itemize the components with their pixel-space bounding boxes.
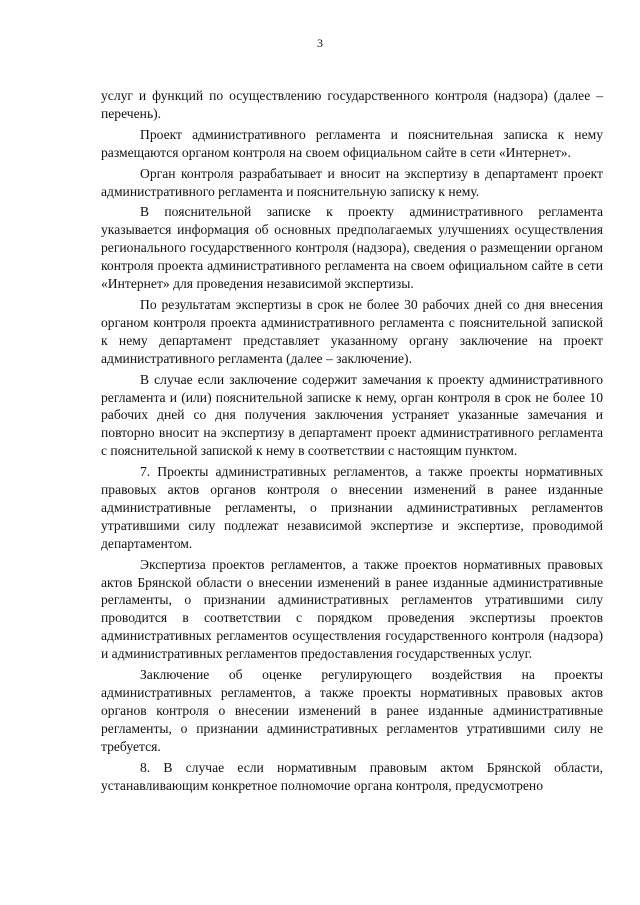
document-body <box>101 87 603 797</box>
paragraph: Экспертиза проектов регламентов, а также проектов нормативных правовых актов Брянской области о внесении изменений в ранее изданные административные регламенты, о признании административных регламентов утратившими силу проводится в соответствии с порядком проведения экспертизы проектов административных регламентов осуществления государственного контроля (надзора) и административных регламентов предоставления государственных услуг. <box>101 556 603 662</box>
paragraph-section-8: 8. В случае если нормативным правовым актом Брянской области, устанавливающим конкретное полномочие органа контроля, предусмотрено <box>101 759 603 793</box>
paragraph: По результатам экспертизы в срок не более 30 рабочих дней со дня внесения органом контроля проекта административного регламента с пояснительной запиской к нему департамент представляет указанному органу заключение на проект административного регламента (далее – заключение). <box>101 296 603 366</box>
paragraph: В случае если заключение содержит замечания к проекту административного регламента и (или) пояснительной записке к нему, орган контроля в срок не более 10 рабочих дней со дня получения заключения устраняет указанные замечания и повторно вносит на экспертизу в департамент проект административного регламента с пояснительной запиской к нему в соответствии с настоящим пунктом. <box>101 371 603 459</box>
paragraph: Орган контроля разрабатывает и вносит на экспертизу в департамент проект административного регламента и пояснительную записку к нему. <box>101 165 603 199</box>
paragraph: В пояснительной записке к проекту административного регламента указывается информация об основных предполагаемых улучшениях осуществления регионального государственного контроля (надзора), сведения о размещении органом контроля проекта административного регламента на своем официальном сайте в сети «Интернет» для проведения независимой экспертизы. <box>101 204 603 292</box>
paragraph: Проект административного регламента и пояснительная записка к нему размещаются органом контроля на своем официальном сайте в сети «Интернет». <box>101 126 603 160</box>
paragraph: услуг и функций по осуществлению государственного контроля (надзора) (далее – перечень). <box>101 88 603 121</box>
paragraph-section-7: 7. Проекты административных регламентов, а также проекты нормативных правовых актов органов контроля о внесении изменений в ранее изданные административные регламенты, о признании административных регламентов утратившими силу подлежат независимой экспертизе и экспертизе, проводимой департаментом. <box>101 464 603 551</box>
paragraph: Заключение об оценке регулирующего воздействия на проекты административных регламентов, а также проекты нормативных правовых актов органов контроля о внесении изменений в ранее изданные административные регламенты, о признании административных регламентов утратившими силу не требуется. <box>101 667 603 754</box>
page-number: 3 <box>317 36 323 50</box>
